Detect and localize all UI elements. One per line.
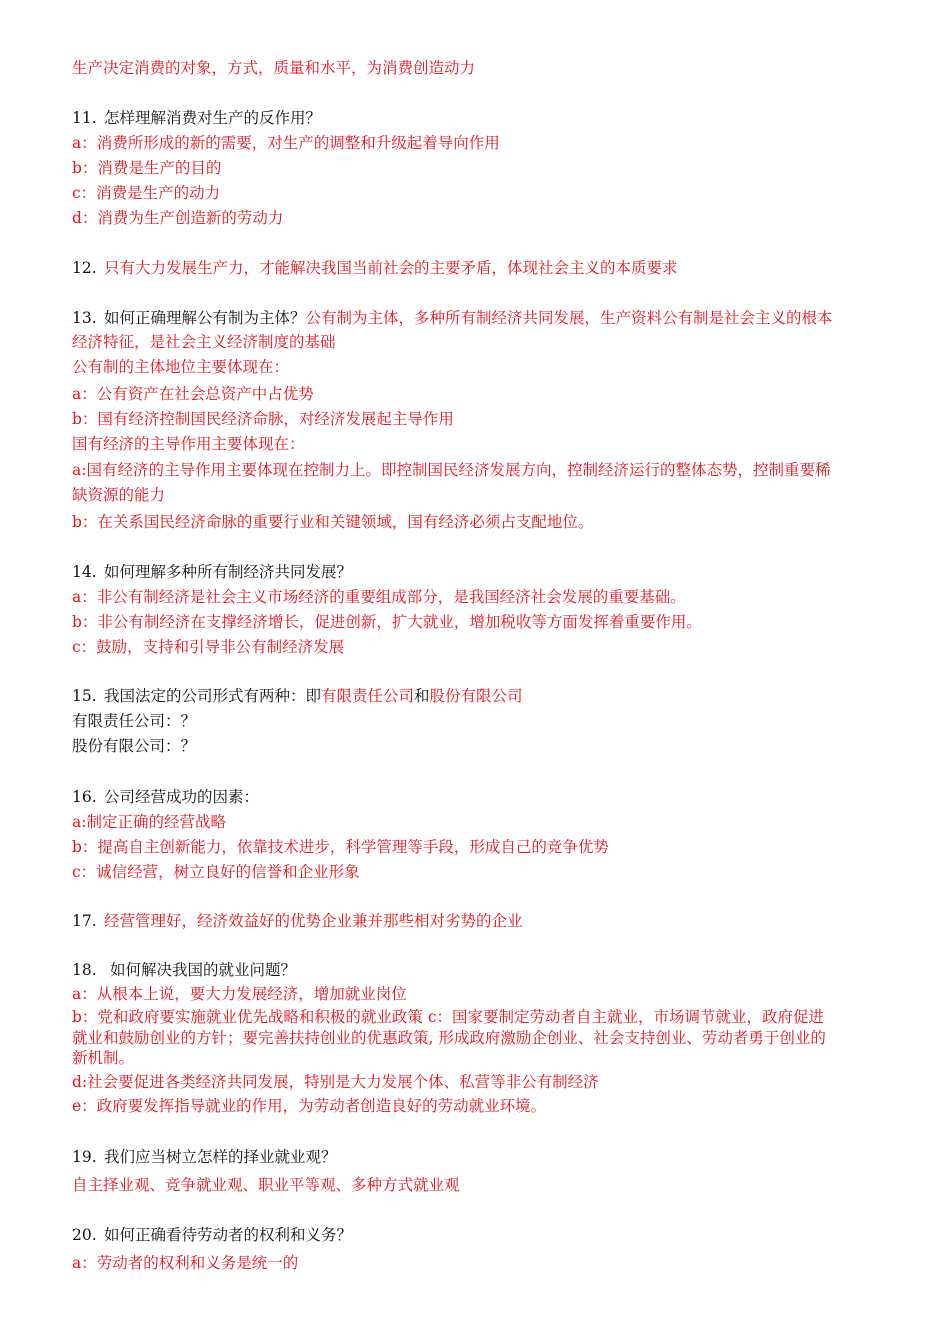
question-number: 11.: [72, 109, 97, 127]
answer-text: 公有制为主体，多种所有制经济共同发展，生产资料公有制是社会主义的根本: [305, 309, 833, 327]
answer-item: d:社会要促进各类经济共同发展，特别是大力发展个体、私营等非公有制经济: [72, 1073, 599, 1091]
question-text: 如何理解多种所有制经济共同发展？: [104, 563, 353, 581]
answer-item: a：公有资产在社会总资产中占优势: [72, 385, 314, 403]
question-number: 17.: [72, 912, 97, 930]
question-14: [72, 562, 907, 583]
question-number: 18.: [72, 961, 97, 979]
body-text: 股份有限公司：？: [72, 737, 197, 755]
intro-text: 生产决定消费的对象，方式，质量和水平，为消费创造动力: [72, 59, 476, 77]
answer-item: c：诚信经营，树立良好的信誉和企业形象: [72, 863, 360, 881]
answer-item: b：提高自主创新能力，依靠技术进步，科学管理等手段，形成自己的竞争优势: [72, 838, 609, 856]
question-number: 20.: [72, 1226, 97, 1244]
question-number: 12.: [72, 259, 97, 277]
question-text: 怎样理解消费对生产的反作用？: [104, 109, 322, 127]
question-20: [72, 1225, 907, 1246]
question-16: [72, 787, 907, 808]
answer-item: a:国有经济的主导作用主要体现在控制力上。即控制国民经济发展方向，控制经济运行的整体态势，控制重要稀: [72, 461, 831, 479]
answer-item-cont: 就业和鼓励创业的方针；要完善扶持创业的优惠政策, 形成政府激励企创业、社会支持创业、劳动者勇于创业的: [72, 1029, 826, 1047]
question-text: 如何解决我国的就业问题？: [110, 961, 297, 979]
answer-item: d：消费为生产创造新的劳动力: [72, 209, 284, 227]
answer-item: a：劳动者的权利和义务是统一的: [72, 1254, 299, 1272]
answer-item-cont: 新机制。: [72, 1049, 135, 1067]
answer-item: b：国有经济控制国民经济命脉，对经济发展起主导作用: [72, 410, 454, 428]
question-text: 我们应当树立怎样的择业就业观？: [104, 1148, 337, 1166]
answer-item: e：政府要发挥指导就业的作用，为劳动者创造良好的劳动就业环境。: [72, 1097, 547, 1115]
company-type-1: 有限责任公司: [321, 687, 415, 705]
question-17: [72, 911, 907, 932]
question-number: 19.: [72, 1148, 97, 1166]
answer-text: 经营管理好，经济效益好的优势企业兼并那些相对劣势的企业: [104, 912, 523, 930]
answer-item: a：消费所形成的新的需要，对生产的调整和升级起着导向作用: [72, 134, 500, 152]
answer-item: a：非公有制经济是社会主义市场经济的重要组成部分，是我国经济社会发展的重要基础。: [72, 588, 686, 606]
question-15: [72, 686, 907, 707]
answer-item: a:制定正确的经营战略: [72, 813, 226, 831]
question-number: 15.: [72, 687, 97, 705]
answer-item: c：消费是生产的动力: [72, 184, 221, 202]
question-18: [72, 960, 907, 981]
question-number: 14.: [72, 563, 97, 581]
question-13: [72, 308, 907, 329]
answer-item: c：鼓励，支持和引导非公有制经济发展: [72, 638, 345, 656]
answer-item: b：消费是生产的目的: [72, 159, 222, 177]
answer-text: 自主择业观、竞争就业观、职业平等观、多种方式就业观: [72, 1176, 460, 1194]
answer-item: b：非公有制经济在支撑经济增长，促进创新，扩大就业，增加税收等方面发挥着重要作用。: [72, 613, 702, 631]
question-12: [72, 258, 907, 279]
question-text: 如何正确看待劳动者的权利和义务？: [104, 1226, 353, 1244]
sub-heading: 公有制的主体地位主要体现在：: [72, 358, 290, 376]
body-text: 有限责任公司：？: [72, 712, 197, 730]
question-text: 我国法定的公司形式有两种：即: [104, 687, 322, 705]
sub-heading: 国有经济的主导作用主要体现在：: [72, 435, 305, 453]
answer-text: 只有大力发展生产力，才能解决我国当前社会的主要矛盾，体现社会主义的本质要求: [104, 259, 678, 277]
question-text: 公司经营成功的因素：: [104, 788, 260, 806]
conjunction: 和: [414, 687, 430, 705]
answer-text-cont: 经济特征，是社会主义经济制度的基础: [72, 333, 336, 351]
question-19: [72, 1147, 907, 1168]
answer-item: b：在关系国民经济命脉的重要行业和关键领域，国有经济必须占支配地位。: [72, 513, 594, 531]
answer-item: a：从根本上说，要大力发展经济，增加就业岗位: [72, 985, 407, 1003]
company-type-2: 股份有限公司: [429, 687, 523, 705]
answer-item: b：党和政府要实施就业优先战略和积极的就业政策 c：国家要制定劳动者自主就业，市场调节就业，政府促进: [72, 1008, 825, 1026]
question-number: 13.: [72, 309, 97, 327]
question-11: [72, 108, 907, 129]
question-number: 16.: [72, 788, 97, 806]
question-text: 如何正确理解公有制为主体？: [104, 309, 306, 327]
answer-item-cont: 缺资源的能力: [72, 486, 166, 504]
